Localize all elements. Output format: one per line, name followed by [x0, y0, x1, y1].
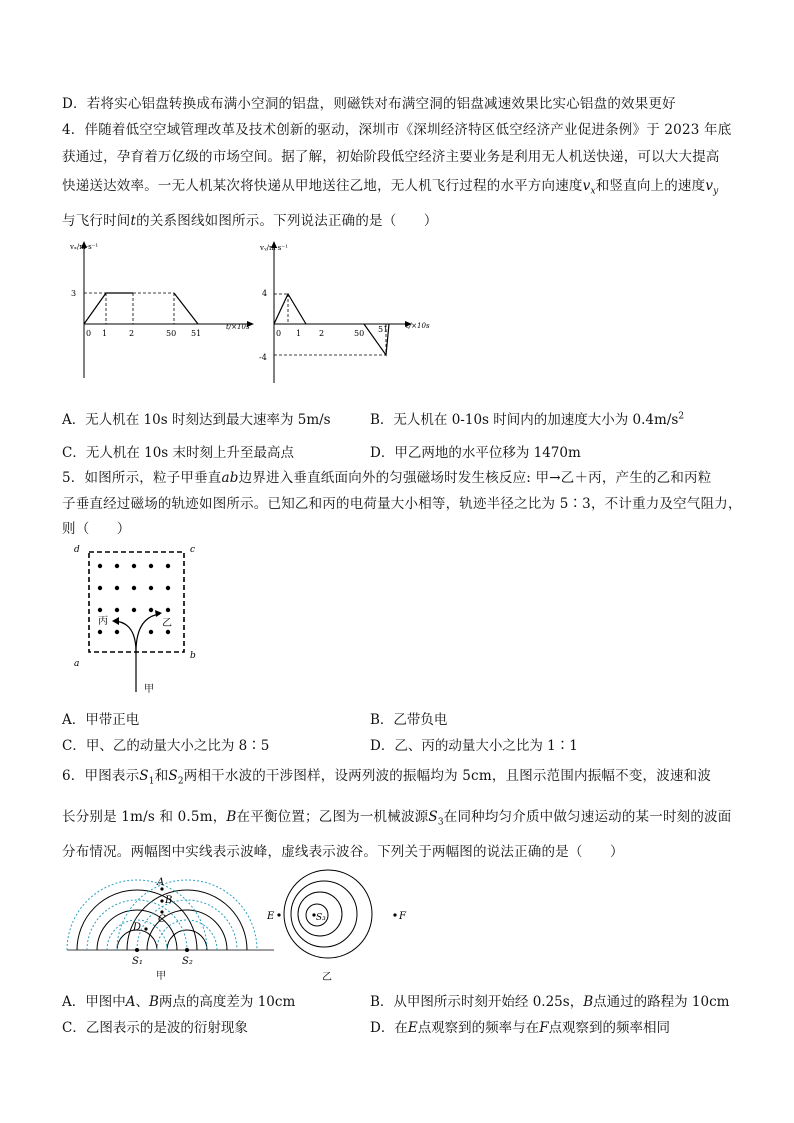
q4-vy-xlabel: t/×10s: [406, 322, 430, 330]
q4-vy-ytick-neg4: -4: [259, 353, 267, 362]
q6-source-s1: S₁: [132, 956, 143, 967]
q6-option-d[interactable]: D．在E点观察到的频率与在F点观察到的频率相同: [370, 1020, 671, 1036]
q5-track-yi: [136, 614, 160, 652]
q4-vy-xtick-50: 50: [354, 329, 365, 338]
field-dot: [166, 586, 170, 590]
field-dot: [115, 564, 119, 568]
q4-stem-line2: 获通过，孕育着万亿级的市场空间。据了解，初始阶段低空经济主要业务是利用无人机送快递，可以大大提高: [62, 149, 720, 165]
field-dot: [98, 630, 102, 634]
q6-interference-figure: [62, 872, 282, 984]
q4-vx-xlabel: t/×10s: [226, 323, 250, 331]
q5-stem-line3: 则（ ）: [62, 521, 131, 537]
q4-vx-curve: [84, 293, 133, 324]
q4-vx-xtick-1: 1: [102, 329, 108, 338]
q4-vy-xtick-1: 1: [296, 329, 302, 338]
q6-doppler-figure: [262, 866, 422, 984]
q6-option-a[interactable]: A．甲图中A、B两点的高度差为 10cm: [62, 994, 296, 1010]
q4-option-a[interactable]: A．无人机在 10s 时刻达到最大速率为 5m/s: [62, 412, 331, 428]
q6-option-b[interactable]: B．从甲图所示时刻开始经 0.25s，B点通过的路程为 10cm: [370, 994, 730, 1010]
field-dot: [115, 586, 119, 590]
q6-source-s2: S₂: [182, 956, 193, 967]
q4-vy-ylabel: vᵧ/m·s⁻¹: [260, 244, 288, 252]
field-dot: [149, 586, 153, 590]
field-dot: [132, 608, 136, 612]
q4-vy-xtick-51: 51: [378, 325, 389, 334]
q5-option-b[interactable]: B．乙带负电: [370, 712, 448, 728]
field-dot: [98, 608, 102, 612]
q4-vy-ytick-4: 4: [262, 289, 268, 298]
q4-vx-xtick-50: 50: [166, 329, 177, 338]
q4-stem-line3: 快递送达效率。一无人机某次将快递从甲地送往乙地，无人机飞行过程的水平方向速度$v_x$和竖直向上的速度$v_y$: [62, 178, 719, 197]
q4-vy-xtick-0: 0: [276, 329, 282, 338]
field-dot: [132, 564, 136, 568]
q6-source-s3: S₃: [316, 913, 326, 923]
q4-vy-curve: [274, 294, 306, 324]
field-dot: [149, 630, 153, 634]
q6-option-c[interactable]: C．乙图表示的是波的衍射现象: [62, 1020, 248, 1036]
q5-option-a[interactable]: A．甲带正电: [62, 712, 140, 728]
q6-stem-line1: 6．甲图表示$S_1$和$S_2$两相干水波的干涉图样，设两列波的振幅均为 5cm，且图示范围内振幅不变，波速和波: [62, 768, 712, 787]
q6-caption-yi: 乙: [322, 972, 332, 983]
q4-vy-xtick-2: 2: [319, 329, 325, 338]
q5-corner-b: b: [190, 651, 196, 661]
q4-vx-xtick-2: 2: [129, 329, 135, 338]
q6-point-c: C: [158, 914, 166, 925]
q5-magnetic-field-figure: [70, 542, 210, 702]
q4-vx-xtick-51: 51: [191, 329, 202, 338]
q6-point-f: F: [399, 911, 406, 922]
q5-stem-line2: 子垂直经过磁场的轨迹如图所示。已知乙和丙的电荷量大小相等，轨迹半径之比为 5∶3，不计重力及空气阻力，: [62, 496, 742, 512]
q4-vx-ytick: 3: [71, 289, 77, 298]
q3-option-d: D．若将实心铝盘转换成布满小空洞的铝盘，则磁铁对布满空洞的铝盘减速效果比实心铝盘的效果更好: [62, 96, 676, 112]
q5-corner-d: d: [74, 545, 80, 555]
field-dot: [149, 608, 153, 612]
field-dot: [166, 630, 170, 634]
q6-point-d: D: [133, 922, 142, 933]
field-dot: [132, 586, 136, 590]
field-dot: [166, 564, 170, 568]
q4-vy-graph: [256, 238, 456, 388]
q5-stem-line1: 5．如图所示，粒子甲垂直ab边界进入垂直纸面向外的匀强磁场时发生核反应: 甲→乙＋丙，产生的乙和丙粒: [62, 470, 712, 486]
q4-option-c[interactable]: C．无人机在 10s 末时刻上升至最高点: [62, 445, 295, 461]
q5-label-jia: 甲: [144, 684, 154, 695]
q5-label-yi: 乙: [162, 618, 172, 629]
q6-stem-line3: 分布情况。两幅图中实线表示波峰，虚线表示波谷。下列关于两幅图的说法正确的是（ ）: [62, 844, 624, 860]
field-dot: [98, 586, 102, 590]
q5-corner-c: c: [190, 545, 196, 555]
q4-option-d[interactable]: D．甲乙两地的水平位移为 1470m: [370, 445, 581, 461]
q5-corner-a: a: [74, 659, 80, 669]
q6-stem-line2: 长分别是 1m/s 和 0.5m，B在平衡位置；乙图为一机械波源$S_3$在同种均匀介质中做匀速运动的某一时刻的波面: [62, 809, 732, 828]
q4-vx-xtick-0: 0: [86, 329, 92, 338]
q5-track-bing: [114, 621, 136, 652]
q4-vx-curve-end: [174, 293, 198, 324]
field-dot: [149, 564, 153, 568]
q4-stem-line4: 与飞行时间t的关系图线如图所示。下列说法正确的是（ ）: [62, 213, 438, 229]
q6-point-a: A: [157, 877, 165, 888]
q4-stem-line1: 4．伴随着低空空域管理改革及技术创新的驱动，深圳市《深圳经济特区低空经济产业促进条例》于 2023 年底: [62, 122, 732, 138]
q6-caption-jia: 甲: [156, 971, 166, 982]
q5-option-d[interactable]: D．乙、丙的动量大小之比为 1∶1: [370, 738, 578, 754]
q4-option-b[interactable]: B．无人机在 0-10s 时间内的加速度大小为 $0.4m/s^2$: [370, 411, 685, 428]
q5-label-bing: 丙: [98, 616, 108, 627]
field-dot: [98, 564, 102, 568]
field-dot: [115, 630, 119, 634]
field-dot: [115, 608, 119, 612]
q4-vx-ylabel: vₓ/m·s⁻¹: [70, 243, 99, 251]
q5-option-c[interactable]: C．甲、乙的动量大小之比为 8∶5: [62, 738, 270, 754]
q6-point-b: B: [165, 895, 173, 906]
q4-vx-graph: [66, 238, 266, 388]
field-dot: [166, 608, 170, 612]
q5-field-dots: [98, 564, 170, 634]
q6-point-e: E: [267, 911, 275, 922]
